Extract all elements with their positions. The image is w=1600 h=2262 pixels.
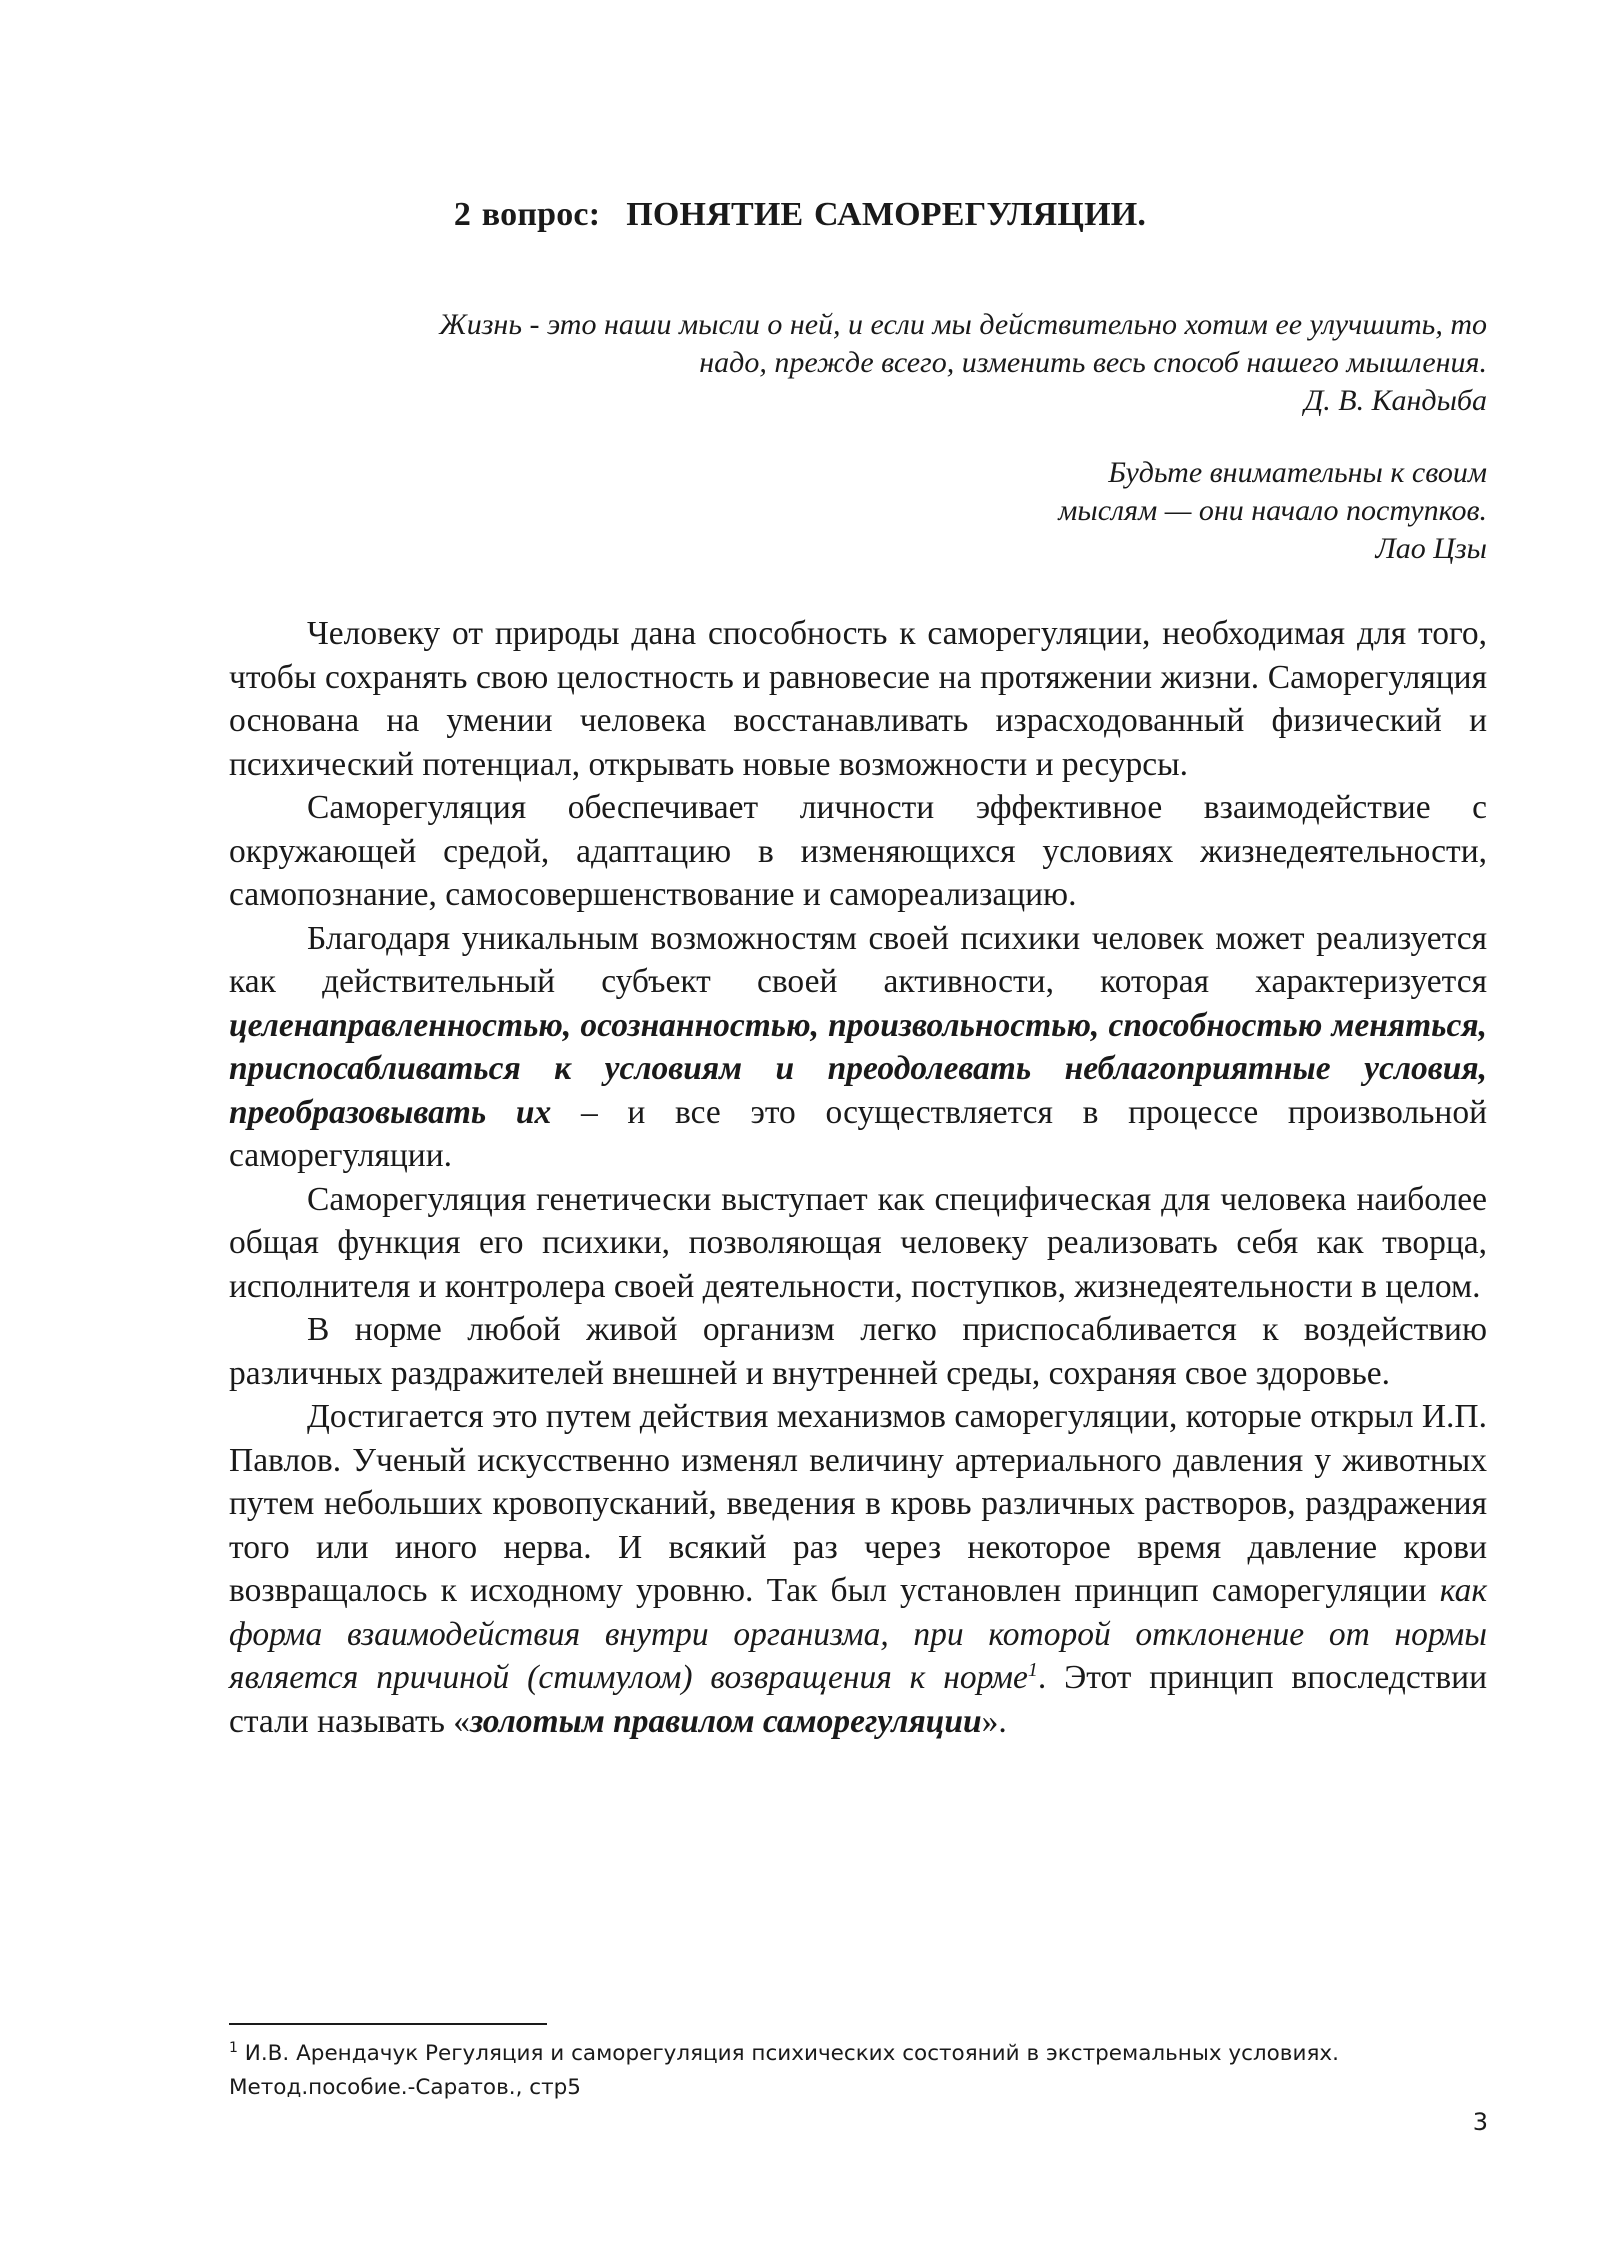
main-text [229, 612, 1487, 1743]
title-prefix: 2 вопрос: [453, 196, 601, 233]
paragraph-6-definition: как форма взаимодействия внутри организма, при которой отклонение от нормы является причиной (стимулом) возвращения к норме [229, 1572, 1487, 1696]
epigraph-line: надо, прежде всего, изменить весь способ нашего мышления. [699, 346, 1487, 379]
paragraph-2: Саморегуляция обеспечивает личности эффективное взаимодействие с окружающей средой, адаптацию в изменяющихся условиях жизнедеятельности, самопознание, самосовершенствование и самореализацию. [229, 789, 1487, 913]
page-title [0, 196, 1600, 234]
title-main: ПОНЯТИЕ САМОРЕГУЛЯЦИИ. [626, 196, 1147, 233]
paragraph-3-emphasis: целенаправленностью, осознанностью, произвольностью, способностью меняться, приспосабливаться к условиям и преодолевать неблагоприятные условия, преобразовывать их [229, 1006, 1487, 1131]
paragraph-6 [229, 1395, 1487, 1743]
epigraph-lao-tzu [187, 454, 1487, 568]
footnote-line-1 [229, 2037, 1489, 2071]
footnote-reference[interactable]: 1 [1027, 1658, 1038, 1681]
footnote-separator [229, 2023, 547, 2025]
epigraph-kandyba [187, 306, 1487, 420]
epigraph-line: Жизнь - это наши мысли о ней, и если мы действительно хотим ее улучшить, то [439, 308, 1487, 341]
epigraph-author: Лао Цзы [1375, 532, 1487, 565]
epigraph-author: Д. В. Кандыба [1304, 384, 1487, 417]
page-number: 3 [1472, 2108, 1488, 2136]
footnote [229, 2037, 1489, 2105]
paragraph-6-golden-rule: золотым правилом саморегуляции [470, 1702, 982, 1740]
epigraph-line: мыслям — они начало поступков. [1058, 494, 1487, 527]
footnote-text-1: И.В. Арендачук Регуляция и саморегуляция психических состояний в экстремальных условиях. [237, 2041, 1339, 2066]
paragraph-5: В норме любой живой организм легко приспосабливается к воздействию различных раздражителей внешней и внутренней среды, сохраняя свое здоровье. [229, 1311, 1487, 1392]
footnote-line-2: Метод.пособие.-Саратов., стр5 [229, 2075, 581, 2100]
paragraph-3-start: Благодаря уникальным возможностям своей психики человек может реализуется как действительный субъект своей активности, которая характеризуется [229, 919, 1487, 1000]
paragraph-6-start: Достигается это путем действия механизмов саморегуляции, которые открыл И.П. Павлов. Ученый искусственно изменял величину артериального давления у животных путем небольших кровопусканий, введения в кровь различных растворов, раздражения того или иного нерва. И всякий раз через некоторое время давление крови возвращалось к исходному уровню. Так был установлен принцип саморегуляции [229, 1398, 1487, 1609]
paragraph-3 [229, 917, 1487, 1178]
paragraph-6-end: ». [981, 1702, 1007, 1740]
paragraph-6-middle: . Этот принцип впоследствии стали называть « [229, 1659, 1487, 1740]
paragraph-3-end: – и все это осуществляется в процессе произвольной саморегуляции. [229, 1093, 1487, 1174]
footnote-marker: 1 [229, 2039, 238, 2056]
paragraph-4: Саморегуляция генетически выступает как специфическая для человека наиболее общая функция его психики, позволяющая человеку реализовать себя как творца, исполнителя и контролера своей деятельности, поступков, жизнедеятельности в целом. [229, 1180, 1487, 1305]
paragraph-1: Человеку от природы дана способность к саморегуляции, необходимая для того, чтобы сохранять свою целостность и равновесие на протяжении жизни. Саморегуляция основана на умении человека восстанавливать израсходованный физический и психический потенциал, открывать новые возможности и ресурсы. [229, 615, 1487, 783]
epigraph-line: Будьте внимательны к своим [1108, 456, 1487, 489]
